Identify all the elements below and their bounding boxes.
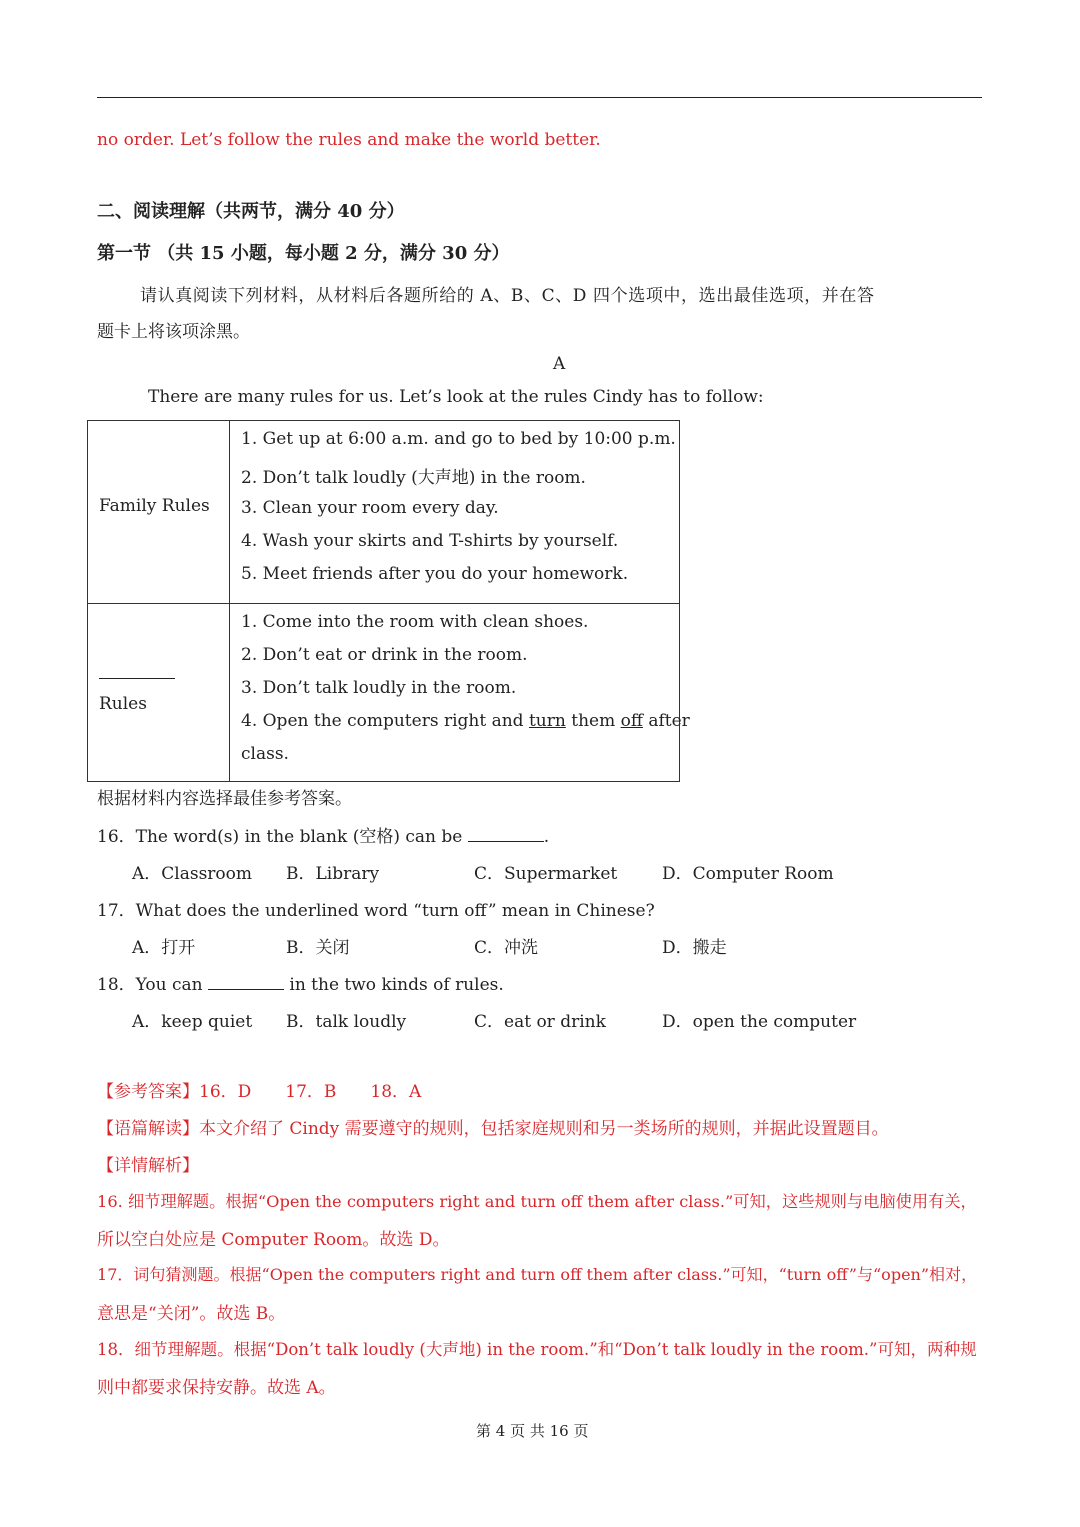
family-rules-label: Family Rules [99,496,210,516]
family-rule-5: 5. Meet friends after you do your homework. [241,564,629,584]
answer-key: 【参考答案】16．D 17．B 18．A [97,1082,422,1102]
header-rule [97,97,982,98]
q17-option-b: B．关闭 [286,938,350,958]
passage-label: A [553,354,566,374]
choose-prompt: 根据材料内容选择最佳参考答案。 [97,789,352,809]
page-footer: 第 4 页 共 16 页 [476,1422,589,1440]
detail-17-line-2: 意思是“关闭”。故选 B。 [97,1304,286,1324]
q16-stem-text: 16．The word(s) in the blank (空格) can be [97,827,468,847]
q18-stem-end: in the two kinds of rules. [283,975,504,995]
blank-rules-row [88,604,680,782]
family-rules-list [230,421,680,604]
q17-option-c: C．冲洗 [474,938,539,958]
q16-option-a: A．Classroom [132,864,253,884]
blank-rule-1: 1. Come into the room with clean shoes. [241,612,589,632]
family-rules-row [88,421,680,604]
q16-blank [468,827,544,842]
underlined-off: off [620,711,643,731]
blank-rule-4 [241,711,690,731]
q18-stem-text: 18．You can [97,975,208,995]
instruction-line-2: 题卡上将该项涂黑。 [97,322,250,342]
section-heading: 二、阅读理解（共两节，满分 40 分） [97,201,405,222]
blank-rule-3: 3. Don’t talk loudly in the room. [241,678,517,698]
q17-option-a: A．打开 [132,938,196,958]
q16-option-b: B．Library [286,864,380,884]
passage-summary: 【语篇解读】本文介绍了 Cindy 需要遵守的规则，包括家庭规则和另一类场所的规则，并据此设置题目。 [97,1119,889,1139]
family-rule-3: 3. Clean your room every day. [241,498,499,518]
underlined-turn: turn [528,711,566,731]
detail-18-line-2: 则中都要求保持安静。故选 A。 [97,1378,336,1398]
blank-rules-list [230,604,690,782]
blank-rules-label-cell [88,604,230,782]
family-rule-4: 4. Wash your skirts and T-shirts by yourself. [241,531,619,551]
blank-rule-4-continued: class. [241,744,289,764]
blank-rule-2: 2. Don’t eat or drink in the room. [241,645,528,665]
family-rule-2: 2. Don’t talk loudly (大声地) in the room. [241,468,586,488]
family-rule-1: 1. Get up at 6:00 a.m. and go to bed by 10:00 p.m. [241,429,676,449]
detail-17-line-1: 17．词句猜测题。根据“Open the computers right and turn off them after class.”可知，“turn off”与“open”相对， [97,1265,978,1284]
q18-option-d: D．open the computer [662,1012,857,1032]
rule-4-text-mid: them [565,711,621,731]
detail-18-line-1: 18．细节理解题。根据“Don’t talk loudly (大声地) in the room.”和“Don’t talk loudly in the room.”可知，两种规 [97,1340,977,1359]
q16-option-d: D．Computer Room [662,864,834,884]
rules-table [87,420,690,782]
detail-16-line-2: 所以空白处应是 Computer Room。故选 D。 [97,1230,450,1250]
instruction-line-1: 请认真阅读下列材料，从材料后各题所给的 A、B、C、D 四个选项中，选出最佳选项，并在答 [140,286,875,306]
q17-option-d: D．搬走 [662,938,727,958]
blank-rules-label: Rules [99,694,147,714]
rule-4-text-end: after [642,711,690,731]
question-16-stem [97,822,549,847]
question-17-stem: 17．What does the underlined word “turn off” mean in Chinese? [97,901,655,921]
rule-4-text-start: 4. Open the computers right and [241,711,529,731]
q16-option-c: C．Supermarket [474,864,618,884]
family-rules-label-cell [88,421,230,604]
q18-option-a: A．keep quiet [132,1012,253,1032]
rules-name-blank [99,658,175,679]
q18-blank [208,975,284,990]
continued-answer-text: no order. Let’s follow the rules and make the world better. [97,130,601,150]
detail-title: 【详情解析】 [97,1156,199,1176]
subsection-heading: 第一节 （共 15 小题，每小题 2 分，满分 30 分） [97,243,510,264]
passage-intro: There are many rules for us. Let’s look at the rules Cindy has to follow: [148,387,764,407]
q16-stem-end: . [543,827,550,847]
question-18-stem [97,970,504,995]
q18-option-c: C．eat or drink [474,1012,606,1032]
q18-option-b: B．talk loudly [286,1012,407,1032]
detail-16-line-1: 16. 细节理解题。根据“Open the computers right and turn off them after class.”可知，这些规则与电脑使用有关， [97,1192,977,1211]
